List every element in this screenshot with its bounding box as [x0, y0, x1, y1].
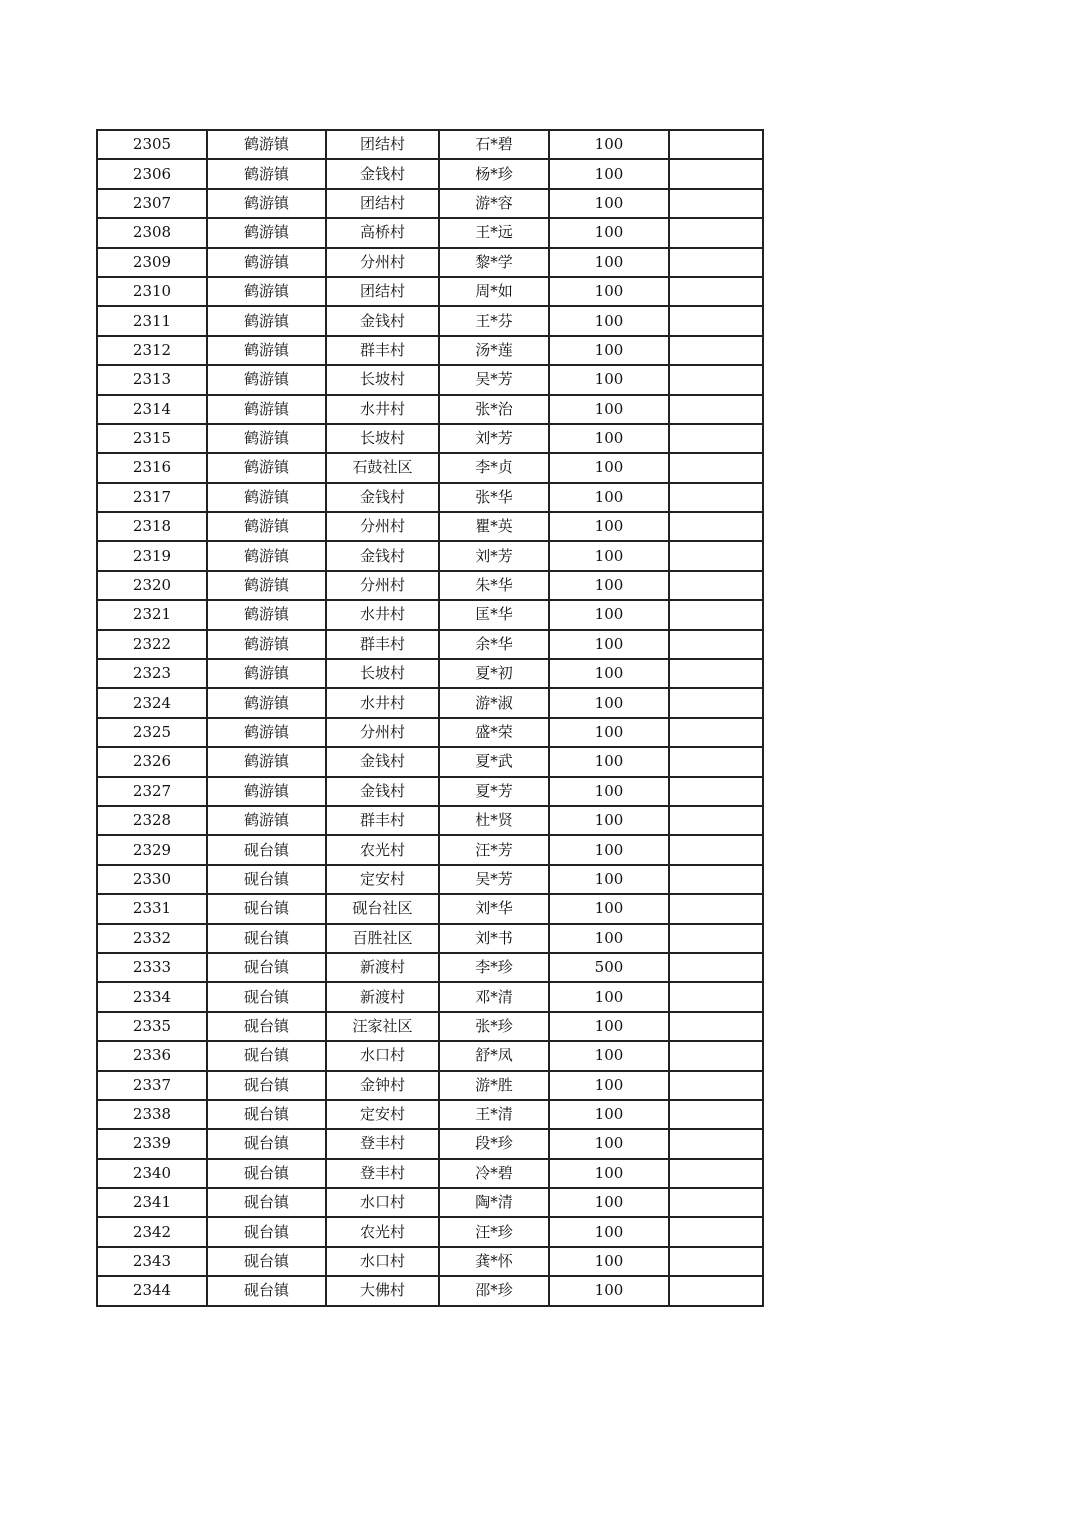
amount-cell: 100	[549, 248, 669, 277]
village-cell: 定安村	[326, 1100, 439, 1129]
village-cell: 金钱村	[326, 159, 439, 188]
town-cell: 鹤游镇	[207, 130, 326, 159]
town-cell: 鹤游镇	[207, 248, 326, 277]
table-row	[97, 718, 763, 747]
village-cell: 金钟村	[326, 1071, 439, 1100]
table-row	[97, 395, 763, 424]
village-cell: 分州村	[326, 718, 439, 747]
amount-cell: 100	[549, 1276, 669, 1305]
amount-cell: 100	[549, 865, 669, 894]
table-row	[97, 777, 763, 806]
table-row	[97, 1071, 763, 1100]
note-cell	[669, 718, 763, 747]
row-id-cell: 2333	[97, 953, 207, 982]
note-cell	[669, 1129, 763, 1158]
amount-cell: 100	[549, 600, 669, 629]
table-row	[97, 1012, 763, 1041]
name-cell: 瞿*英	[439, 512, 549, 541]
table-row	[97, 512, 763, 541]
table-row	[97, 483, 763, 512]
row-id-cell: 2309	[97, 248, 207, 277]
table-row	[97, 189, 763, 218]
table-row	[97, 894, 763, 923]
data-table	[96, 129, 764, 1307]
note-cell	[669, 336, 763, 365]
town-cell: 鹤游镇	[207, 336, 326, 365]
table-row	[97, 336, 763, 365]
town-cell: 砚台镇	[207, 1159, 326, 1188]
name-cell: 张*治	[439, 395, 549, 424]
note-cell	[669, 835, 763, 864]
row-id-cell: 2325	[97, 718, 207, 747]
village-cell: 石鼓社区	[326, 453, 439, 482]
table-row	[97, 1159, 763, 1188]
village-cell: 金钱村	[326, 541, 439, 570]
village-cell: 团结村	[326, 130, 439, 159]
table-row	[97, 659, 763, 688]
table-row	[97, 130, 763, 159]
row-id-cell: 2334	[97, 982, 207, 1011]
village-cell: 水口村	[326, 1247, 439, 1276]
table-row	[97, 600, 763, 629]
village-cell: 金钱村	[326, 777, 439, 806]
town-cell: 砚台镇	[207, 1100, 326, 1129]
table-row	[97, 1217, 763, 1246]
row-id-cell: 2313	[97, 365, 207, 394]
name-cell: 邓*清	[439, 982, 549, 1011]
note-cell	[669, 1071, 763, 1100]
row-id-cell: 2323	[97, 659, 207, 688]
table-row	[97, 453, 763, 482]
town-cell: 砚台镇	[207, 982, 326, 1011]
note-cell	[669, 571, 763, 600]
name-cell: 李*贞	[439, 453, 549, 482]
note-cell	[669, 806, 763, 835]
row-id-cell: 2343	[97, 1247, 207, 1276]
note-cell	[669, 1159, 763, 1188]
village-cell: 分州村	[326, 571, 439, 600]
village-cell: 百胜社区	[326, 924, 439, 953]
amount-cell: 100	[549, 1188, 669, 1217]
name-cell: 匡*华	[439, 600, 549, 629]
village-cell: 登丰村	[326, 1159, 439, 1188]
village-cell: 水井村	[326, 600, 439, 629]
amount-cell: 100	[549, 1129, 669, 1158]
town-cell: 鹤游镇	[207, 541, 326, 570]
note-cell	[669, 894, 763, 923]
village-cell: 长坡村	[326, 365, 439, 394]
table-row	[97, 277, 763, 306]
village-cell: 新渡村	[326, 982, 439, 1011]
note-cell	[669, 218, 763, 247]
note-cell	[669, 424, 763, 453]
table-row	[97, 365, 763, 394]
town-cell: 砚台镇	[207, 953, 326, 982]
table-row	[97, 953, 763, 982]
name-cell: 冷*碧	[439, 1159, 549, 1188]
table-row	[97, 835, 763, 864]
name-cell: 段*珍	[439, 1129, 549, 1158]
amount-cell: 100	[549, 483, 669, 512]
name-cell: 李*珍	[439, 953, 549, 982]
table-row	[97, 541, 763, 570]
row-id-cell: 2307	[97, 189, 207, 218]
village-cell: 水口村	[326, 1188, 439, 1217]
name-cell: 盛*荣	[439, 718, 549, 747]
amount-cell: 100	[549, 894, 669, 923]
note-cell	[669, 688, 763, 717]
row-id-cell: 2339	[97, 1129, 207, 1158]
row-id-cell: 2308	[97, 218, 207, 247]
name-cell: 杜*贤	[439, 806, 549, 835]
row-id-cell: 2328	[97, 806, 207, 835]
row-id-cell: 2314	[97, 395, 207, 424]
note-cell	[669, 248, 763, 277]
town-cell: 鹤游镇	[207, 306, 326, 335]
town-cell: 鹤游镇	[207, 747, 326, 776]
town-cell: 砚台镇	[207, 835, 326, 864]
note-cell	[669, 395, 763, 424]
note-cell	[669, 130, 763, 159]
name-cell: 王*远	[439, 218, 549, 247]
row-id-cell: 2338	[97, 1100, 207, 1129]
row-id-cell: 2337	[97, 1071, 207, 1100]
note-cell	[669, 630, 763, 659]
town-cell: 鹤游镇	[207, 453, 326, 482]
village-cell: 水井村	[326, 395, 439, 424]
amount-cell: 100	[549, 336, 669, 365]
note-cell	[669, 777, 763, 806]
amount-cell: 100	[549, 924, 669, 953]
village-cell: 长坡村	[326, 659, 439, 688]
town-cell: 鹤游镇	[207, 718, 326, 747]
row-id-cell: 2342	[97, 1217, 207, 1246]
table-row	[97, 1041, 763, 1070]
note-cell	[669, 953, 763, 982]
town-cell: 鹤游镇	[207, 395, 326, 424]
note-cell	[669, 1217, 763, 1246]
row-id-cell: 2310	[97, 277, 207, 306]
amount-cell: 100	[549, 424, 669, 453]
note-cell	[669, 365, 763, 394]
table-row	[97, 806, 763, 835]
town-cell: 砚台镇	[207, 894, 326, 923]
name-cell: 石*碧	[439, 130, 549, 159]
amount-cell: 500	[549, 953, 669, 982]
village-cell: 水口村	[326, 1041, 439, 1070]
table-row	[97, 1188, 763, 1217]
note-cell	[669, 600, 763, 629]
town-cell: 鹤游镇	[207, 218, 326, 247]
amount-cell: 100	[549, 159, 669, 188]
note-cell	[669, 1188, 763, 1217]
name-cell: 汪*芳	[439, 835, 549, 864]
row-id-cell: 2322	[97, 630, 207, 659]
town-cell: 鹤游镇	[207, 483, 326, 512]
village-cell: 新渡村	[326, 953, 439, 982]
town-cell: 砚台镇	[207, 1012, 326, 1041]
amount-cell: 100	[549, 277, 669, 306]
table-row	[97, 424, 763, 453]
village-cell: 定安村	[326, 865, 439, 894]
village-cell: 群丰村	[326, 336, 439, 365]
table-row	[97, 688, 763, 717]
town-cell: 鹤游镇	[207, 189, 326, 218]
row-id-cell: 2329	[97, 835, 207, 864]
town-cell: 鹤游镇	[207, 424, 326, 453]
table-row	[97, 747, 763, 776]
name-cell: 黎*学	[439, 248, 549, 277]
amount-cell: 100	[549, 1012, 669, 1041]
amount-cell: 100	[549, 512, 669, 541]
row-id-cell: 2319	[97, 541, 207, 570]
town-cell: 砚台镇	[207, 1247, 326, 1276]
row-id-cell: 2324	[97, 688, 207, 717]
name-cell: 陶*清	[439, 1188, 549, 1217]
note-cell	[669, 277, 763, 306]
town-cell: 鹤游镇	[207, 777, 326, 806]
row-id-cell: 2315	[97, 424, 207, 453]
town-cell: 鹤游镇	[207, 659, 326, 688]
amount-cell: 100	[549, 1159, 669, 1188]
table-row	[97, 1276, 763, 1305]
row-id-cell: 2330	[97, 865, 207, 894]
note-cell	[669, 982, 763, 1011]
name-cell: 刘*华	[439, 894, 549, 923]
note-cell	[669, 189, 763, 218]
amount-cell: 100	[549, 747, 669, 776]
amount-cell: 100	[549, 777, 669, 806]
name-cell: 刘*书	[439, 924, 549, 953]
name-cell: 夏*初	[439, 659, 549, 688]
amount-cell: 100	[549, 982, 669, 1011]
note-cell	[669, 159, 763, 188]
village-cell: 金钱村	[326, 483, 439, 512]
town-cell: 砚台镇	[207, 1276, 326, 1305]
town-cell: 鹤游镇	[207, 365, 326, 394]
table-row	[97, 630, 763, 659]
village-cell: 农光村	[326, 835, 439, 864]
name-cell: 汤*莲	[439, 336, 549, 365]
town-cell: 鹤游镇	[207, 688, 326, 717]
village-cell: 分州村	[326, 248, 439, 277]
table-row	[97, 982, 763, 1011]
village-cell: 金钱村	[326, 306, 439, 335]
town-cell: 砚台镇	[207, 1041, 326, 1070]
row-id-cell: 2318	[97, 512, 207, 541]
amount-cell: 100	[549, 306, 669, 335]
village-cell: 砚台社区	[326, 894, 439, 923]
note-cell	[669, 483, 763, 512]
table-row	[97, 1100, 763, 1129]
town-cell: 砚台镇	[207, 865, 326, 894]
table-row	[97, 1129, 763, 1158]
town-cell: 砚台镇	[207, 1217, 326, 1246]
town-cell: 砚台镇	[207, 1129, 326, 1158]
name-cell: 王*芬	[439, 306, 549, 335]
town-cell: 砚台镇	[207, 924, 326, 953]
name-cell: 游*淑	[439, 688, 549, 717]
amount-cell: 100	[549, 1100, 669, 1129]
name-cell: 张*华	[439, 483, 549, 512]
note-cell	[669, 1276, 763, 1305]
row-id-cell: 2312	[97, 336, 207, 365]
note-cell	[669, 306, 763, 335]
village-cell: 群丰村	[326, 630, 439, 659]
amount-cell: 100	[549, 218, 669, 247]
row-id-cell: 2327	[97, 777, 207, 806]
village-cell: 分州村	[326, 512, 439, 541]
name-cell: 吴*芳	[439, 365, 549, 394]
town-cell: 鹤游镇	[207, 571, 326, 600]
row-id-cell: 2305	[97, 130, 207, 159]
note-cell	[669, 1247, 763, 1276]
amount-cell: 100	[549, 806, 669, 835]
amount-cell: 100	[549, 630, 669, 659]
row-id-cell: 2335	[97, 1012, 207, 1041]
note-cell	[669, 865, 763, 894]
town-cell: 鹤游镇	[207, 630, 326, 659]
town-cell: 鹤游镇	[207, 277, 326, 306]
row-id-cell: 2306	[97, 159, 207, 188]
table-row	[97, 248, 763, 277]
amount-cell: 100	[549, 365, 669, 394]
amount-cell: 100	[549, 659, 669, 688]
amount-cell: 100	[549, 688, 669, 717]
note-cell	[669, 747, 763, 776]
name-cell: 游*容	[439, 189, 549, 218]
name-cell: 余*华	[439, 630, 549, 659]
row-id-cell: 2321	[97, 600, 207, 629]
name-cell: 王*清	[439, 1100, 549, 1129]
table-row	[97, 218, 763, 247]
note-cell	[669, 1041, 763, 1070]
name-cell: 龚*怀	[439, 1247, 549, 1276]
amount-cell: 100	[549, 1071, 669, 1100]
table-row	[97, 865, 763, 894]
name-cell: 夏*武	[439, 747, 549, 776]
village-cell: 团结村	[326, 189, 439, 218]
table-body	[97, 130, 763, 1306]
note-cell	[669, 512, 763, 541]
note-cell	[669, 924, 763, 953]
village-cell: 大佛村	[326, 1276, 439, 1305]
table-row	[97, 571, 763, 600]
data-table-container	[96, 129, 764, 1307]
name-cell: 游*胜	[439, 1071, 549, 1100]
row-id-cell: 2336	[97, 1041, 207, 1070]
row-id-cell: 2332	[97, 924, 207, 953]
name-cell: 刘*芳	[439, 541, 549, 570]
table-row	[97, 924, 763, 953]
village-cell: 登丰村	[326, 1129, 439, 1158]
name-cell: 夏*芳	[439, 777, 549, 806]
town-cell: 砚台镇	[207, 1188, 326, 1217]
table-row	[97, 1247, 763, 1276]
town-cell: 砚台镇	[207, 1071, 326, 1100]
village-cell: 高桥村	[326, 218, 439, 247]
name-cell: 邵*珍	[439, 1276, 549, 1305]
village-cell: 金钱村	[326, 747, 439, 776]
note-cell	[669, 1012, 763, 1041]
table-row	[97, 306, 763, 335]
row-id-cell: 2344	[97, 1276, 207, 1305]
town-cell: 鹤游镇	[207, 806, 326, 835]
amount-cell: 100	[549, 835, 669, 864]
amount-cell: 100	[549, 189, 669, 218]
note-cell	[669, 541, 763, 570]
amount-cell: 100	[549, 1247, 669, 1276]
amount-cell: 100	[549, 718, 669, 747]
row-id-cell: 2331	[97, 894, 207, 923]
amount-cell: 100	[549, 130, 669, 159]
name-cell: 朱*华	[439, 571, 549, 600]
amount-cell: 100	[549, 571, 669, 600]
name-cell: 汪*珍	[439, 1217, 549, 1246]
name-cell: 杨*珍	[439, 159, 549, 188]
village-cell: 团结村	[326, 277, 439, 306]
town-cell: 鹤游镇	[207, 600, 326, 629]
amount-cell: 100	[549, 1041, 669, 1070]
amount-cell: 100	[549, 1217, 669, 1246]
row-id-cell: 2317	[97, 483, 207, 512]
name-cell: 舒*凤	[439, 1041, 549, 1070]
row-id-cell: 2320	[97, 571, 207, 600]
village-cell: 农光村	[326, 1217, 439, 1246]
note-cell	[669, 453, 763, 482]
name-cell: 张*珍	[439, 1012, 549, 1041]
row-id-cell: 2316	[97, 453, 207, 482]
amount-cell: 100	[549, 395, 669, 424]
row-id-cell: 2341	[97, 1188, 207, 1217]
amount-cell: 100	[549, 453, 669, 482]
amount-cell: 100	[549, 541, 669, 570]
name-cell: 刘*芳	[439, 424, 549, 453]
row-id-cell: 2311	[97, 306, 207, 335]
table-row	[97, 159, 763, 188]
village-cell: 汪家社区	[326, 1012, 439, 1041]
row-id-cell: 2340	[97, 1159, 207, 1188]
village-cell: 群丰村	[326, 806, 439, 835]
note-cell	[669, 659, 763, 688]
town-cell: 鹤游镇	[207, 512, 326, 541]
row-id-cell: 2326	[97, 747, 207, 776]
note-cell	[669, 1100, 763, 1129]
village-cell: 长坡村	[326, 424, 439, 453]
name-cell: 吴*芳	[439, 865, 549, 894]
name-cell: 周*如	[439, 277, 549, 306]
village-cell: 水井村	[326, 688, 439, 717]
town-cell: 鹤游镇	[207, 159, 326, 188]
